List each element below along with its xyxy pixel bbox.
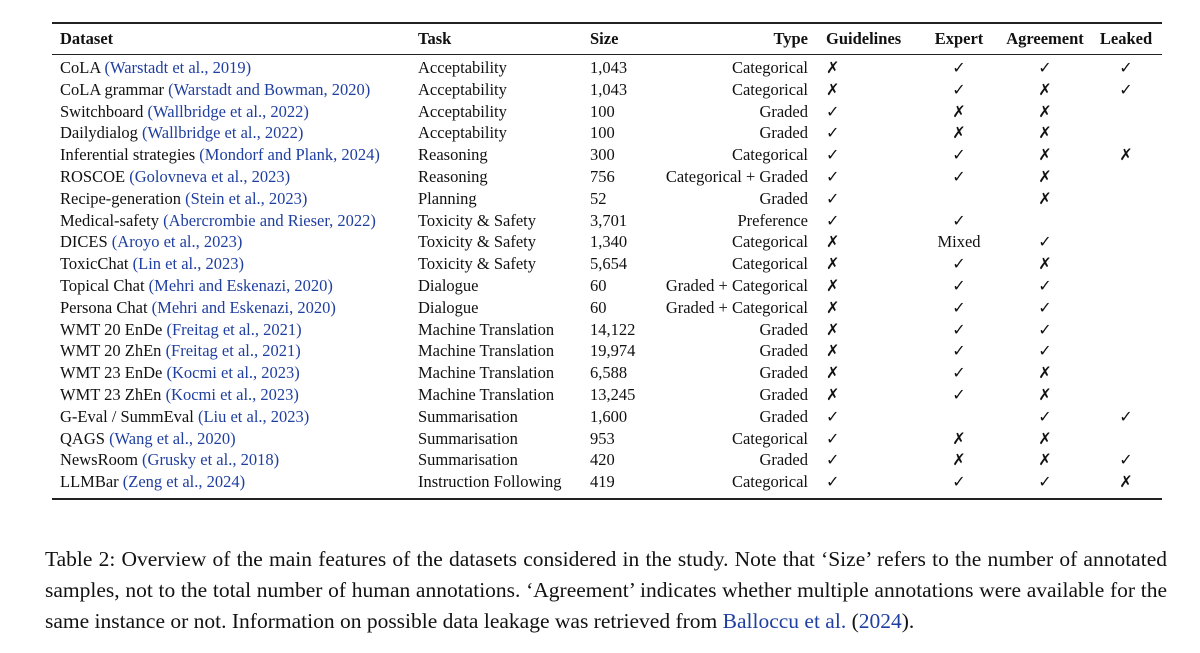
dataset-name: NewsRoom — [60, 450, 138, 470]
cell-type: Graded — [759, 384, 808, 404]
dataset-citation[interactable]: (Kocmi et al., 2023) — [165, 384, 299, 404]
cell-expert — [918, 471, 1000, 493]
dataset-name: WMT 23 EnDe — [60, 363, 163, 383]
cell-task: Acceptability — [418, 79, 507, 99]
cell-type: Preference — [737, 210, 808, 230]
cross-icon: ✗ — [826, 232, 840, 252]
cell-type: Graded — [759, 319, 808, 339]
cell-agreement — [1000, 79, 1090, 101]
checkmark-icon: ✓ — [952, 210, 966, 230]
cell-type: Graded — [759, 101, 808, 121]
cell-agreement — [1000, 275, 1090, 297]
cell-agreement — [1000, 406, 1090, 428]
cell-task: Toxicity & Safety — [418, 210, 536, 230]
table-row — [52, 144, 1162, 166]
cell-size: 1,340 — [590, 232, 628, 252]
dataset-citation[interactable]: (Freitag et al., 2021) — [165, 341, 301, 361]
cross-icon: ✗ — [1038, 79, 1052, 99]
cell-size: 1,043 — [590, 79, 628, 99]
cell-dataset — [52, 79, 418, 101]
cell-type: Graded — [759, 188, 808, 208]
dataset-citation[interactable]: (Kocmi et al., 2023) — [166, 363, 300, 383]
cell-leaked — [1090, 449, 1162, 471]
cell-size: 419 — [590, 472, 615, 492]
cell-size: 756 — [590, 166, 615, 186]
checkmark-icon: ✓ — [952, 79, 966, 99]
header-guidelines: Guidelines — [826, 28, 902, 48]
table-bottom-rule — [52, 498, 1162, 500]
header-dataset: Dataset — [60, 28, 114, 48]
cell-expert — [918, 428, 1000, 450]
header-agreement: Agreement — [1006, 28, 1084, 48]
checkmark-icon: ✓ — [1038, 58, 1052, 77]
cell-agreement — [1000, 166, 1090, 188]
cell-type: Graded — [759, 363, 808, 383]
table-row — [52, 53, 1162, 79]
cell-leaked — [1090, 319, 1162, 341]
checkmark-icon: ✓ — [826, 406, 840, 426]
cross-icon: ✗ — [826, 79, 840, 99]
dataset-citation[interactable]: (Aroyo et al., 2023) — [111, 232, 243, 252]
cell-expert — [918, 166, 1000, 188]
cell-guidelines — [822, 275, 918, 297]
cell-expert — [918, 53, 1000, 79]
table-caption: Table 2: Overview of the main features of the datasets considered in the study. Note that ‘Size’ refers to the number of annotated samples, not to the total number of human annotations. ‘Agreement’ indicates whether multiple annotations were available for the same instance or not. Information on possible data leakage was retrieved from Balloccu et al. (2024). — [45, 546, 1167, 633]
checkmark-icon: ✓ — [952, 145, 966, 165]
dataset-citation[interactable]: (Freitag et al., 2021) — [166, 319, 302, 339]
cross-icon: ✗ — [952, 450, 966, 470]
cell-leaked — [1090, 253, 1162, 275]
cell-leaked — [1090, 210, 1162, 232]
cross-icon: ✗ — [826, 319, 840, 339]
cross-icon: ✗ — [826, 58, 840, 77]
cell-expert: Mixed — [937, 232, 981, 252]
dataset-name: ROSCOE — [60, 166, 126, 186]
header-task: Task — [418, 28, 452, 48]
cell-size: 52 — [590, 188, 607, 208]
checkmark-icon: ✓ — [1119, 450, 1133, 470]
cell-expert — [918, 188, 1000, 210]
cell-agreement — [1000, 231, 1090, 253]
table-row — [52, 231, 1162, 253]
cell-dataset — [52, 231, 418, 253]
cell-leaked — [1090, 53, 1162, 79]
cell-guidelines — [822, 362, 918, 384]
table-row — [52, 449, 1162, 471]
cell-expert — [918, 297, 1000, 319]
cell-task: Dialogue — [418, 275, 479, 295]
cross-icon: ✗ — [1038, 450, 1052, 470]
cell-dataset — [52, 166, 418, 188]
cell-leaked — [1090, 471, 1162, 493]
cell-agreement — [1000, 471, 1090, 493]
checkmark-icon: ✓ — [1038, 297, 1052, 317]
cell-task: Toxicity & Safety — [418, 254, 536, 274]
cell-task: Instruction Following — [418, 472, 562, 492]
cell-task: Summarisation — [418, 406, 518, 426]
cell-size: 19,974 — [590, 341, 636, 361]
cell-guidelines — [822, 210, 918, 232]
cell-guidelines — [822, 340, 918, 362]
cell-expert — [918, 449, 1000, 471]
cell-size: 60 — [590, 275, 607, 295]
checkmark-icon: ✓ — [1119, 79, 1133, 99]
checkmark-icon: ✓ — [1038, 341, 1052, 361]
cell-expert — [918, 384, 1000, 406]
cell-leaked — [1090, 362, 1162, 384]
cell-task: Acceptability — [418, 123, 507, 143]
dataset-name: CoLA grammar — [60, 79, 165, 99]
table-row — [52, 384, 1162, 406]
checkmark-icon: ✓ — [952, 58, 966, 77]
cross-icon: ✗ — [1119, 472, 1133, 492]
cell-agreement — [1000, 188, 1090, 210]
cell-dataset — [52, 210, 418, 232]
cell-leaked — [1090, 122, 1162, 144]
dataset-citation[interactable]: (Zeng et al., 2024) — [122, 472, 246, 492]
cell-type: Categorical — [731, 79, 808, 99]
cell-expert — [918, 144, 1000, 166]
dataset-name: Persona Chat — [60, 297, 148, 317]
cell-dataset — [52, 275, 418, 297]
cell-guidelines — [822, 188, 918, 210]
cell-size: 60 — [590, 297, 607, 317]
cell-guidelines — [822, 122, 918, 144]
table-row — [52, 471, 1162, 493]
cell-leaked — [1090, 144, 1162, 166]
checkmark-icon: ✓ — [1038, 472, 1052, 492]
cell-type: Categorical — [731, 232, 808, 252]
cell-dataset — [52, 340, 418, 362]
checkmark-icon: ✓ — [952, 254, 966, 274]
checkmark-icon: ✓ — [952, 341, 966, 361]
cell-agreement — [1000, 449, 1090, 471]
dataset-name: WMT 20 EnDe — [60, 319, 163, 339]
table-row — [52, 406, 1162, 428]
cell-guidelines — [822, 144, 918, 166]
table-row — [52, 319, 1162, 341]
checkmark-icon: ✓ — [826, 472, 840, 492]
dataset-citation[interactable]: (Wang et al., 2020) — [109, 428, 236, 448]
cell-task: Machine Translation — [418, 341, 555, 361]
dataset-name: CoLA — [60, 58, 101, 77]
cross-icon: ✗ — [826, 384, 840, 404]
cross-icon: ✗ — [952, 101, 966, 121]
cell-task: Acceptability — [418, 101, 507, 121]
table-row — [52, 340, 1162, 362]
cell-size: 13,245 — [590, 384, 636, 404]
dataset-name: DICES — [60, 232, 108, 252]
cell-task: Summarisation — [418, 450, 518, 470]
cell-dataset — [52, 253, 418, 275]
cross-icon: ✗ — [1038, 384, 1052, 404]
checkmark-icon: ✓ — [826, 166, 840, 186]
dataset-citation[interactable]: (Warstadt and Bowman, 2020) — [168, 79, 371, 99]
table-row — [52, 253, 1162, 275]
cell-dataset — [52, 319, 418, 341]
checkmark-icon: ✓ — [826, 145, 840, 165]
cross-icon: ✗ — [952, 428, 966, 448]
cell-leaked — [1090, 406, 1162, 428]
checkmark-icon: ✓ — [952, 472, 966, 492]
cell-guidelines — [822, 319, 918, 341]
cell-guidelines — [822, 406, 918, 428]
cell-agreement — [1000, 253, 1090, 275]
table-row — [52, 101, 1162, 123]
dataset-citation[interactable]: (Warstadt et al., 2019) — [104, 58, 252, 77]
cross-icon: ✗ — [826, 341, 840, 361]
dataset-name: Medical-safety — [60, 210, 159, 230]
table-row — [52, 428, 1162, 450]
cell-dataset — [52, 406, 418, 428]
cell-leaked — [1090, 384, 1162, 406]
cell-size: 3,701 — [590, 210, 628, 230]
cell-agreement — [1000, 319, 1090, 341]
cell-task: Reasoning — [418, 145, 488, 165]
cell-type: Categorical — [731, 145, 808, 165]
cell-expert — [918, 340, 1000, 362]
checkmark-icon: ✓ — [1038, 275, 1052, 295]
cell-guidelines — [822, 79, 918, 101]
checkmark-icon: ✓ — [826, 101, 840, 121]
table-row — [52, 297, 1162, 319]
cell-dataset — [52, 428, 418, 450]
cross-icon: ✗ — [826, 254, 840, 274]
cell-size: 100 — [590, 101, 615, 121]
checkmark-icon: ✓ — [952, 384, 966, 404]
cross-icon: ✗ — [826, 275, 840, 295]
cell-leaked — [1090, 428, 1162, 450]
cell-task: Summarisation — [418, 428, 518, 448]
dataset-name: WMT 20 ZhEn — [60, 341, 162, 361]
dataset-citation[interactable]: (Mondorf and Plank, 2024) — [199, 145, 380, 165]
cell-dataset — [52, 297, 418, 319]
cell-guidelines — [822, 53, 918, 79]
caption-citation-author[interactable]: Balloccu et al. — [722, 608, 847, 633]
dataset-name: Dailydialog — [60, 123, 138, 143]
cell-agreement — [1000, 384, 1090, 406]
cross-icon: ✗ — [1038, 145, 1052, 165]
cell-agreement — [1000, 53, 1090, 79]
checkmark-icon: ✓ — [952, 319, 966, 339]
cell-task: Machine Translation — [418, 363, 555, 383]
table-row — [52, 275, 1162, 297]
cell-expert — [918, 122, 1000, 144]
dataset-name: Topical Chat — [60, 275, 145, 295]
table-row — [52, 122, 1162, 144]
cell-type: Categorical — [731, 254, 808, 274]
dataset-name: LLMBar — [60, 472, 119, 492]
cell-expert — [918, 101, 1000, 123]
cell-guidelines — [822, 471, 918, 493]
cell-size: 6,588 — [590, 363, 628, 383]
cell-type: Categorical — [731, 58, 808, 77]
checkmark-icon: ✓ — [1038, 232, 1052, 252]
cross-icon: ✗ — [1038, 428, 1052, 448]
cell-dataset — [52, 449, 418, 471]
dataset-name: Switchboard — [60, 101, 144, 121]
checkmark-icon: ✓ — [1119, 58, 1133, 77]
cross-icon: ✗ — [952, 123, 966, 143]
dataset-citation[interactable]: (Lin et al., 2023) — [132, 254, 244, 274]
cell-dataset — [52, 362, 418, 384]
cell-type: Categorical — [731, 428, 808, 448]
cell-size: 420 — [590, 450, 615, 470]
header-size: Size — [590, 28, 619, 48]
table-row — [52, 188, 1162, 210]
table-row — [52, 79, 1162, 101]
cross-icon: ✗ — [826, 297, 840, 317]
dataset-citation[interactable]: (Golovneva et al., 2023) — [129, 166, 291, 186]
cell-dataset — [52, 144, 418, 166]
cell-dataset — [52, 53, 418, 79]
cell-leaked — [1090, 275, 1162, 297]
cell-task: Dialogue — [418, 297, 479, 317]
cell-guidelines — [822, 297, 918, 319]
cell-agreement — [1000, 210, 1090, 232]
table-row — [52, 362, 1162, 384]
cell-agreement — [1000, 362, 1090, 384]
cell-expert — [918, 275, 1000, 297]
cross-icon: ✗ — [1038, 123, 1052, 143]
cell-agreement — [1000, 340, 1090, 362]
checkmark-icon: ✓ — [826, 123, 840, 143]
cell-expert — [918, 362, 1000, 384]
header-type: Type — [773, 28, 808, 48]
checkmark-icon: ✓ — [952, 297, 966, 317]
cell-leaked — [1090, 231, 1162, 253]
cell-expert — [918, 319, 1000, 341]
dataset-citation[interactable]: (Mehri and Eskenazi, 2020) — [148, 275, 333, 295]
cell-task: Acceptability — [418, 58, 507, 77]
cell-leaked — [1090, 79, 1162, 101]
cell-task: Toxicity & Safety — [418, 232, 536, 252]
cell-agreement — [1000, 144, 1090, 166]
checkmark-icon: ✓ — [826, 428, 840, 448]
cell-agreement — [1000, 101, 1090, 123]
cell-size: 100 — [590, 123, 615, 143]
cell-guidelines — [822, 101, 918, 123]
checkmark-icon: ✓ — [826, 450, 840, 470]
dataset-name: ToxicChat — [60, 254, 129, 274]
cell-expert — [918, 210, 1000, 232]
checkmark-icon: ✓ — [952, 363, 966, 383]
caption-end: ). — [901, 608, 915, 633]
dataset-citation[interactable]: (Mehri and Eskenazi, 2020) — [151, 297, 336, 317]
cell-guidelines — [822, 384, 918, 406]
cell-leaked — [1090, 101, 1162, 123]
cell-dataset — [52, 122, 418, 144]
cell-agreement — [1000, 297, 1090, 319]
cell-task: Planning — [418, 188, 477, 208]
dataset-name: Recipe-generation — [60, 188, 181, 208]
datasets-table — [52, 24, 1162, 493]
cell-leaked — [1090, 188, 1162, 210]
checkmark-icon: ✓ — [952, 166, 966, 186]
cell-guidelines — [822, 166, 918, 188]
cross-icon: ✗ — [1038, 254, 1052, 274]
cell-agreement — [1000, 122, 1090, 144]
checkmark-icon: ✓ — [826, 188, 840, 208]
checkmark-icon: ✓ — [1038, 319, 1052, 339]
cell-type: Graded + Categorical — [665, 297, 808, 317]
dataset-name: WMT 23 ZhEn — [60, 384, 162, 404]
table-row — [52, 166, 1162, 188]
dataset-citation[interactable]: (Liu et al., 2023) — [197, 406, 310, 426]
cell-type: Graded + Categorical — [665, 275, 808, 295]
cell-type: Graded — [759, 341, 808, 361]
checkmark-icon: ✓ — [1038, 406, 1052, 426]
dataset-citation[interactable]: (Wallbridge et al., 2022) — [142, 123, 304, 143]
dataset-citation[interactable]: (Wallbridge et al., 2022) — [147, 101, 309, 121]
cell-dataset — [52, 188, 418, 210]
cell-size: 5,654 — [590, 254, 628, 274]
cell-size: 1,043 — [590, 58, 628, 77]
cross-icon: ✗ — [1038, 363, 1052, 383]
dataset-citation[interactable]: (Stein et al., 2023) — [185, 188, 308, 208]
cell-agreement — [1000, 428, 1090, 450]
header-leaked: Leaked — [1099, 28, 1153, 48]
checkmark-icon: ✓ — [952, 275, 966, 295]
table-row — [52, 210, 1162, 232]
cell-leaked — [1090, 297, 1162, 319]
cell-guidelines — [822, 253, 918, 275]
cell-size: 1,600 — [590, 406, 628, 426]
dataset-name: G-Eval / SummEval — [60, 406, 194, 426]
cell-type: Categorical + Graded — [665, 166, 808, 186]
cross-icon: ✗ — [1038, 101, 1052, 121]
cross-icon: ✗ — [826, 363, 840, 383]
cell-size: 953 — [590, 428, 615, 448]
dataset-citation[interactable]: (Abercrombie and Rieser, 2022) — [163, 210, 376, 230]
cell-leaked — [1090, 166, 1162, 188]
table-body — [52, 53, 1162, 493]
dataset-citation[interactable]: (Grusky et al., 2018) — [142, 450, 280, 470]
header-expert: Expert — [934, 28, 984, 48]
table-header-row — [52, 24, 1162, 53]
cell-expert — [918, 253, 1000, 275]
cell-guidelines — [822, 428, 918, 450]
cell-dataset — [52, 101, 418, 123]
cell-guidelines — [822, 449, 918, 471]
cell-type: Categorical — [731, 472, 808, 492]
checkmark-icon: ✓ — [826, 210, 840, 230]
caption-citation-year[interactable]: 2024 — [858, 608, 902, 633]
cross-icon: ✗ — [1038, 188, 1052, 208]
cell-type: Graded — [759, 406, 808, 426]
cell-guidelines — [822, 231, 918, 253]
checkmark-icon: ✓ — [1119, 406, 1133, 426]
cell-task: Reasoning — [418, 166, 488, 186]
cell-task: Machine Translation — [418, 384, 555, 404]
cell-leaked — [1090, 340, 1162, 362]
cell-task: Machine Translation — [418, 319, 555, 339]
cell-size: 300 — [590, 145, 615, 165]
cross-icon: ✗ — [1119, 145, 1133, 165]
cell-expert — [918, 406, 1000, 428]
cell-size: 14,122 — [590, 319, 636, 339]
cell-dataset — [52, 384, 418, 406]
cell-expert — [918, 79, 1000, 101]
cell-type: Graded — [759, 123, 808, 143]
cell-type: Graded — [759, 450, 808, 470]
dataset-name: Inferential strategies — [60, 145, 196, 165]
caption-text: Table 2: Overview of the main features of the datasets considered in the study. Note that ‘Size’ refers to the number of annotated samples, not to the total number of human annotations. ‘Agreement’ indicates whether multiple annotations were available for the same instance or not. Information on possible data leakage was retrieved from — [45, 546, 1167, 633]
cell-dataset — [52, 471, 418, 493]
cross-icon: ✗ — [1038, 166, 1052, 186]
dataset-name: QAGS — [60, 428, 105, 448]
